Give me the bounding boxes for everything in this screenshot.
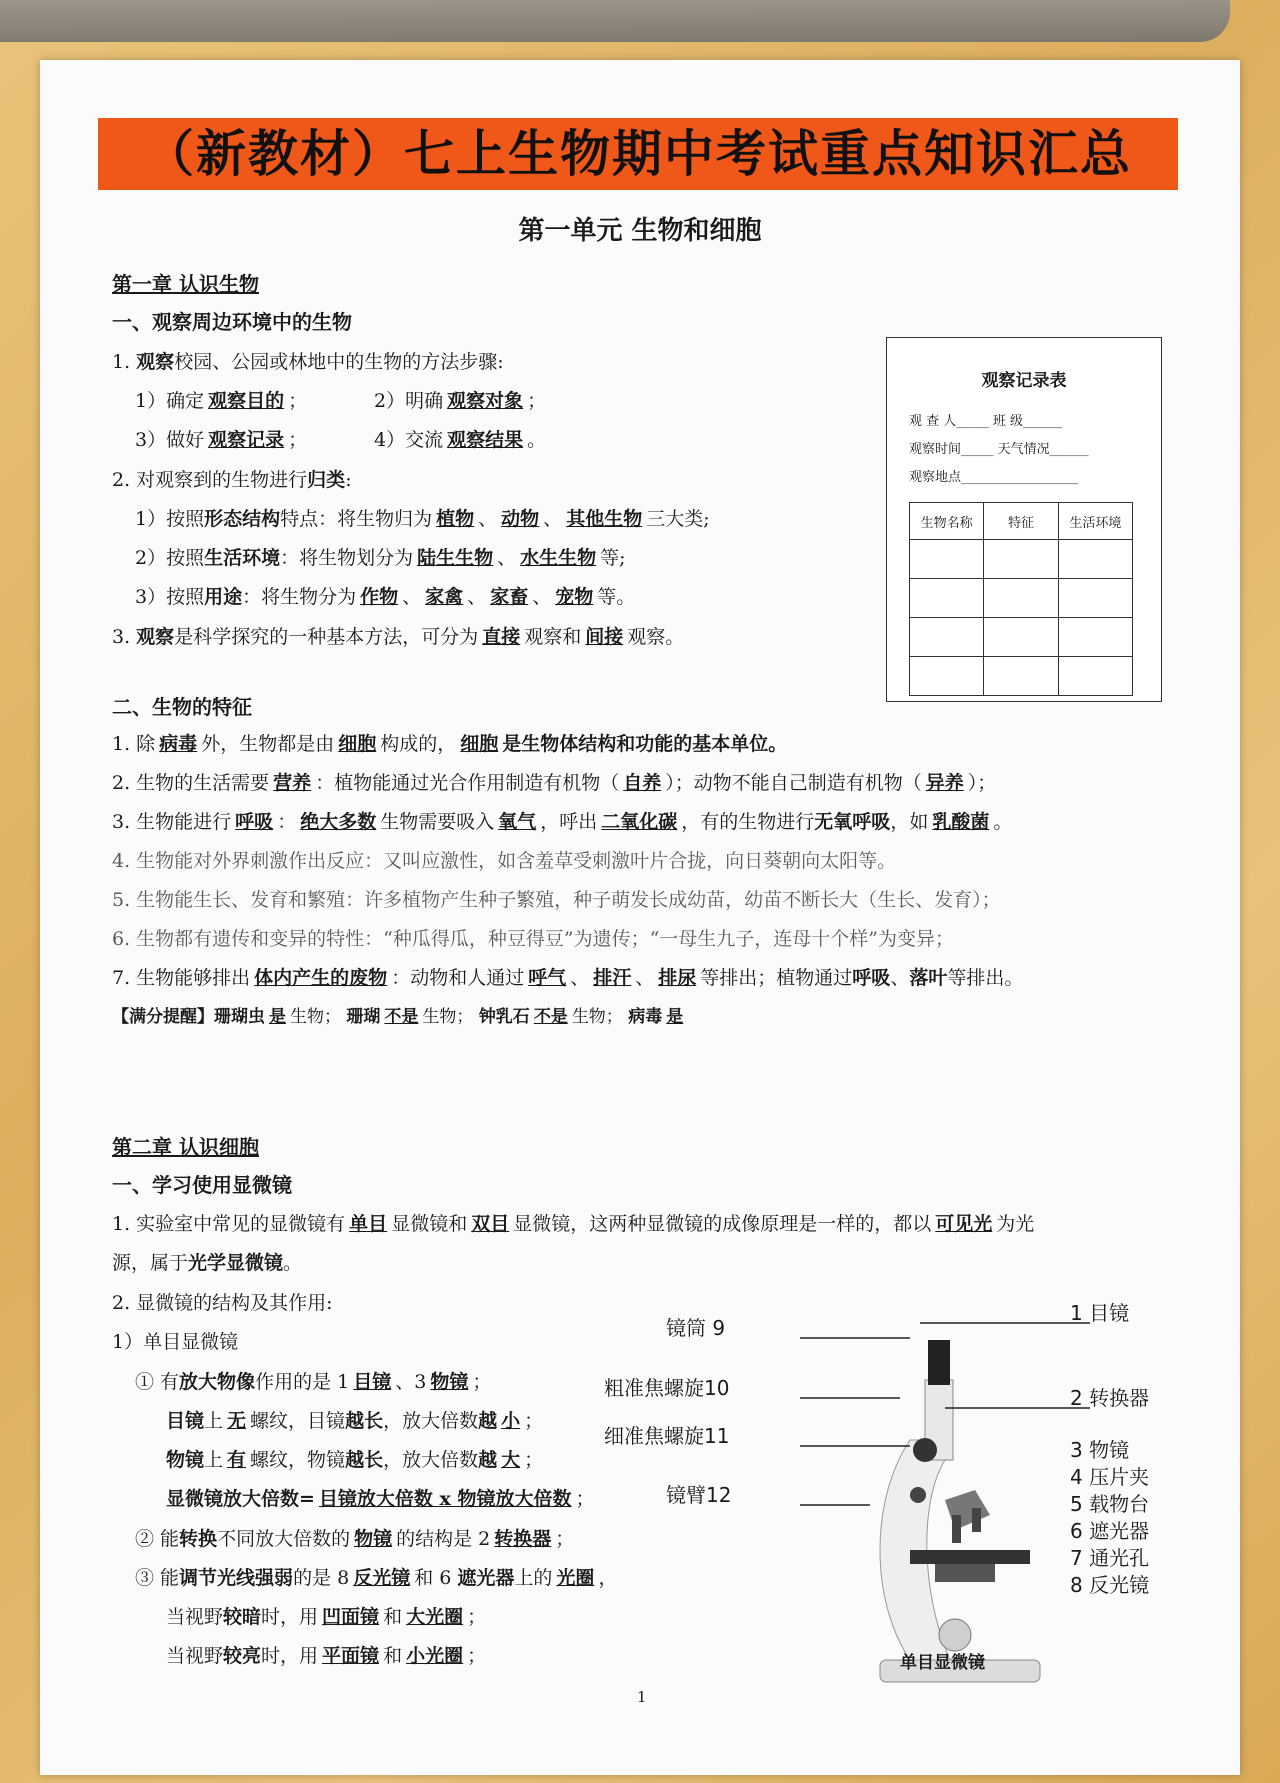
record-header: 生物名称 bbox=[910, 503, 984, 540]
full-score-tip: 【满分提醒】珊瑚虫 是 生物； 珊瑚 不是 生物； 钟乳石 不是 生物； 病毒 是 bbox=[112, 1007, 684, 1027]
c1-step2: 2）明确 观察对象 ； bbox=[374, 390, 547, 412]
label-tube: 镜筒 9 bbox=[666, 1316, 726, 1340]
c1-step1: 1）确定 观察目的 ； bbox=[135, 390, 308, 412]
c1-class2: 2）按照生活环境：将生物划分为 陆生生物 、 水生生物 等; bbox=[135, 547, 626, 569]
record-field-observer: 观 查 人_____ 班 级______ bbox=[909, 414, 1063, 429]
microscope-para-1b: 源，属于光学显微镜。 bbox=[112, 1252, 303, 1274]
record-cell bbox=[984, 540, 1058, 579]
record-cell bbox=[1058, 657, 1132, 696]
c1-item2: 2. 对观察到的生物进行归类: bbox=[112, 469, 352, 491]
microscope-rule-3: 物镜上 有 螺纹，物镜越长，放大倍数越 大 ； bbox=[166, 1449, 544, 1471]
label-diaphragm: 6 遮光器 bbox=[1070, 1519, 1150, 1543]
microscope-leader-lines bbox=[800, 1310, 1100, 1570]
record-header: 特征 bbox=[984, 503, 1058, 540]
label-arm: 镜臂12 bbox=[666, 1483, 732, 1507]
record-cell bbox=[910, 540, 984, 579]
chapter1-heading: 第一章 认识生物 bbox=[112, 272, 259, 296]
label-eyepiece: 1 目镜 bbox=[1070, 1301, 1130, 1325]
feature-line-7: 7. 生物能够排出 体内产生的废物 ：动物和人通过 呼气 、 排汗 、 排尿 等排出；植物通过呼吸、落叶等排出。 bbox=[112, 967, 1024, 989]
microscope-rule-7: 当视野较暗时，用 凹面镜 和 大光圈 ； bbox=[166, 1606, 487, 1628]
page-number: 1 bbox=[637, 1688, 647, 1706]
label-mirror: 8 反光镜 bbox=[1070, 1573, 1150, 1597]
microscope-rule-6: ③ 能调节光线强弱的是 8 反光镜 和 6 遮光器上的 光圈 ， bbox=[135, 1567, 618, 1589]
feature-line-3: 3. 生物能进行 呼吸 ： 绝大多数 生物需要吸入 氧气 ，呼出 二氧化碳 ，有的生物进行无氧呼吸，如 乳酸菌 。 bbox=[112, 811, 1013, 833]
c1-step3: 3）做好 观察记录 ； bbox=[135, 429, 308, 451]
microscope-rule-2: 目镜上 无 螺纹，目镜越长，放大倍数越 小 ； bbox=[166, 1410, 544, 1432]
feature-line-2: 2. 生物的生活需要 营养 ：植物能通过光合作用制造有机物（ 自养 ）；动物不能自己制造有机物（ 异养 ）； bbox=[112, 772, 997, 794]
microscope-rule-8: 当视野较亮时，用 平面镜 和 小光圈 ； bbox=[166, 1645, 487, 1667]
label-nosepiece: 2 转换器 bbox=[1070, 1386, 1150, 1410]
record-cell bbox=[984, 657, 1058, 696]
c1-item3: 3. 观察是科学探究的一种基本方法，可分为 直接 观察和 间接 观察。 bbox=[112, 626, 685, 648]
record-cell bbox=[984, 579, 1058, 618]
label-fine-focus: 细准焦螺旋11 bbox=[604, 1424, 730, 1448]
record-field-time: 观察时间_____ 天气情况______ bbox=[909, 442, 1089, 457]
microscope-caption: 单目显微镜 bbox=[900, 1653, 985, 1673]
microscope-rule-4: 显微镜放大倍数= 目镜放大倍数 x 物镜放大倍数 ； bbox=[166, 1488, 595, 1510]
c1-class1: 1）按照形态结构特点：将生物归为 植物 、 动物 、 其他生物 三大类; bbox=[135, 508, 710, 530]
feature-line-5: 5. 生物能生长、发育和繁殖：许多植物产生种子繁殖，种子萌发长成幼苗，幼苗不断长大（生长、发育）； bbox=[112, 889, 1001, 911]
feature-line-6: 6. 生物都有遗传和变异的特性：“种瓜得瓜，种豆得豆”为遗传；“一母生九子，连母十个样”为变异； bbox=[112, 928, 955, 950]
record-cell bbox=[1058, 540, 1132, 579]
chapter2-heading: 第二章 认识细胞 bbox=[112, 1135, 259, 1159]
record-header: 生活环境 bbox=[1058, 503, 1132, 540]
microscope-para-2: 2. 显微镜的结构及其作用: bbox=[112, 1292, 333, 1314]
record-grid bbox=[909, 502, 1133, 696]
feature-line-1: 1. 除 病毒 外，生物都是由 细胞 构成的， 细胞 是生物体结构和功能的基本单位。 bbox=[112, 733, 788, 755]
microscope-section-heading: 一、学习使用显微镜 bbox=[112, 1173, 292, 1197]
page-title: （新教材）七上生物期中考试重点知识汇总 bbox=[98, 118, 1178, 190]
c1-step4: 4）交流 观察结果 。 bbox=[374, 429, 547, 451]
microscope-para-1: 1. 实验室中常见的显微镜有 单目 显微镜和 双目 显微镜，这两种显微镜的成像原理是一样的，都以 可见光 为光 bbox=[112, 1213, 1035, 1235]
record-cell bbox=[910, 618, 984, 657]
microscope-para-3: 1）单目显微镜 bbox=[112, 1331, 239, 1353]
label-aperture: 7 通光孔 bbox=[1070, 1546, 1150, 1570]
label-objective: 3 物镜 bbox=[1070, 1438, 1130, 1462]
unit-title: 第一单元 生物和细胞 bbox=[518, 216, 762, 246]
observation-record-table bbox=[886, 337, 1162, 702]
c1-class3: 3）按照用途：将生物分为 作物 、 家禽 、 家畜 、 宠物 等。 bbox=[135, 586, 636, 608]
record-cell bbox=[910, 579, 984, 618]
label-clip: 4 压片夹 bbox=[1070, 1465, 1150, 1489]
label-coarse-focus: 粗准焦螺旋10 bbox=[604, 1376, 730, 1400]
microscope-rule-5: ② 能转换不同放大倍数的 物镜 的结构是 2 转换器 ； bbox=[135, 1528, 575, 1550]
section2-heading: 二、生物的特征 bbox=[112, 695, 252, 719]
microscope-rule-1: ① 有放大物像作用的是 1 目镜 、3 物镜 ； bbox=[135, 1371, 492, 1393]
feature-line-4: 4. 生物能对外界刺激作出反应：又叫应激性，如含羞草受刺激叶片合拢，向日葵朝向太阳等。 bbox=[112, 850, 897, 872]
c1-item1: 1. 观察校园、公园或林地中的生物的方法步骤: bbox=[112, 351, 504, 373]
label-stage: 5 载物台 bbox=[1070, 1492, 1150, 1516]
record-cell bbox=[984, 618, 1058, 657]
record-table-title: 观察记录表 bbox=[981, 371, 1067, 391]
record-field-place: 观察地点__________________ bbox=[909, 470, 1079, 485]
tray-edge bbox=[0, 0, 1230, 42]
record-cell bbox=[1058, 579, 1132, 618]
record-cell bbox=[910, 657, 984, 696]
worksheet-page bbox=[40, 60, 1240, 1775]
record-cell bbox=[1058, 618, 1132, 657]
section1-heading: 一、观察周边环境中的生物 bbox=[112, 310, 352, 334]
